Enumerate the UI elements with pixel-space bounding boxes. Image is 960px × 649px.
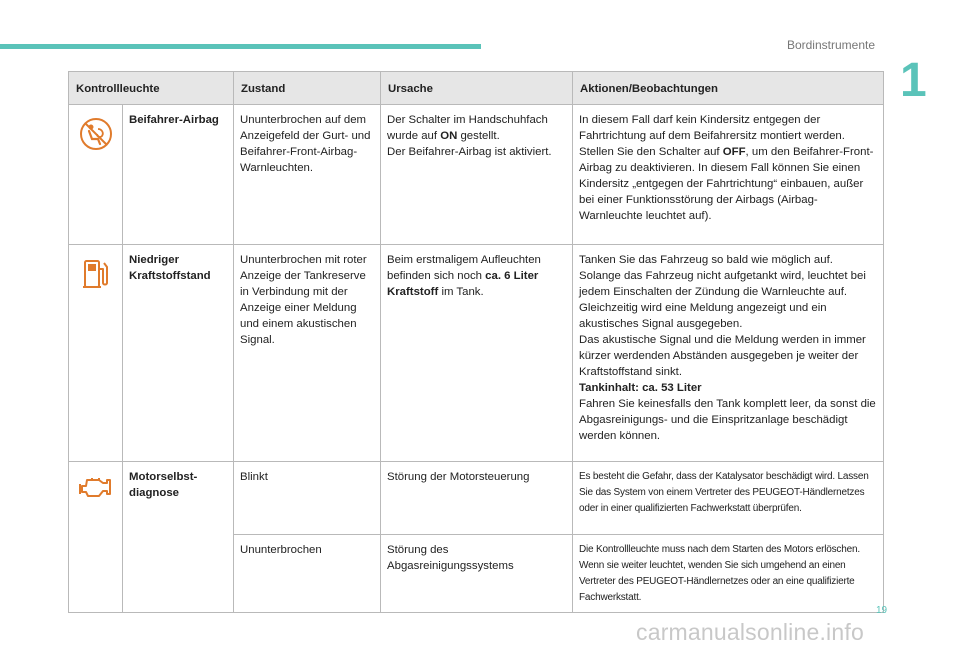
action-text: In diesem Fall darf kein Kindersitz entgegen der Fahrtrichtung auf dem Beifahrersitz montiert werden. <box>579 114 845 142</box>
cause-emphasis: ca. 6 Liter Kraftstoff <box>387 270 539 298</box>
action-emphasis: OFF <box>722 146 746 158</box>
table-row <box>69 105 884 245</box>
cause-text: Beim erstmaligem Aufleuchten befinden sich noch <box>387 254 541 282</box>
light-name-line: Motorselbst- <box>129 471 198 483</box>
watermark: carmanualsonline.info <box>636 619 864 645</box>
action-cell <box>573 245 884 462</box>
state-cell: Ununterbrochen <box>234 535 381 613</box>
table-header-row <box>69 72 884 105</box>
cause-text: im Tank. <box>438 286 484 298</box>
section-title: Bordinstrumente <box>786 38 875 52</box>
state-cell: Ununterbrochen auf dem Anzeigefeld der Gurt- und Beifahrer-Front-Airbag-Warnleuchten. <box>234 105 381 245</box>
cause-emphasis: ON <box>440 130 458 142</box>
icon-cell <box>69 245 123 462</box>
state-cell: Blinkt <box>234 462 381 535</box>
cause-text: Der Schalter im Handschuhfach wurde auf <box>387 114 548 142</box>
cause-text: Der Beifahrer-Airbag ist aktiviert. <box>387 146 552 158</box>
fuel-pump-icon <box>75 257 116 291</box>
action-text: Stellen Sie den Schalter auf <box>579 146 723 158</box>
light-name-line: diagnose <box>129 487 180 499</box>
action-text: Das akustische Signal und die Meldung werden in immer kürzer werdenden Abständen ausgegeben je weiter der Kraftstoffstand sinkt. <box>579 334 866 378</box>
action-cell <box>573 105 884 245</box>
icon-cell <box>69 462 123 613</box>
action-cell: Die Kontrollleuchte muss nach dem Starten des Motors erlöschen. Wenn sie weiter leuchtet, wenden Sie sich umgehend an einen Vertreter des PEUGEOT-Händlernetzes oder an eine qualifizierte Fachwerkstatt. <box>573 535 884 613</box>
engine-check-icon <box>75 474 116 500</box>
cause-text: gestellt. <box>457 130 500 142</box>
column-header: Aktionen/Beobachtungen <box>573 72 884 105</box>
action-text: Fahren Sie keinesfalls den Tank komplett leer, da sonst die Abgasreinigungs- und die Einspritzanlage beschädigt werden können. <box>579 398 876 442</box>
chapter-number: 1 <box>900 54 927 107</box>
action-text: Solange das Fahrzeug nicht aufgetankt wird, leuchtet bei jedem Einschalten der Zündung die Warnleuchte auf. Gleichzeitig wird eine Meldung angezeigt und ein akustisches Signal ausgegeben. <box>579 270 866 330</box>
light-name: Beifahrer-Airbag <box>123 105 234 245</box>
light-name-line: Kraftstoffstand <box>129 270 211 282</box>
light-name-line: Niedriger <box>129 254 180 266</box>
cause-cell: Störung der Motorsteuerung <box>381 462 573 535</box>
column-header: Zustand <box>234 72 381 105</box>
table-row <box>69 245 884 462</box>
light-name <box>123 462 234 613</box>
action-text: , um den Beifahrer-Front-Airbag zu deaktivieren. In diesem Fall können Sie einen Kindersitz „entgegen der Fahrtrichtung“ einbauen, außer bei einer Funktionsstörung der Airbags (Airbag-Warnleuchte leuchtet auf). <box>579 146 874 222</box>
column-header: Kontrollleuchte <box>69 72 234 105</box>
cause-cell: Störung des Abgasreinigungssystems <box>381 535 573 613</box>
action-cell: Es besteht die Gefahr, dass der Katalysator beschädigt wird. Lassen Sie das System von einem Vertreter des PEUGEOT-Händlernetzes oder in einer qualifizierten Fachwerkstatt überprüfen. <box>573 462 884 535</box>
state-cell: Ununterbrochen mit roter Anzeige der Tankreserve in Verbindung mit der Anzeige einer Meldung und einem akustischen Signal. <box>234 245 381 462</box>
warning-lights-table <box>68 71 884 613</box>
accent-bar <box>0 44 481 49</box>
airbag-off-icon <box>75 117 116 151</box>
action-emphasis: Tankinhalt: ca. 53 Liter <box>579 382 702 394</box>
icon-cell <box>69 105 123 245</box>
table-row <box>69 462 884 535</box>
cause-cell <box>381 245 573 462</box>
column-header: Ursache <box>381 72 573 105</box>
cause-cell <box>381 105 573 245</box>
page-number: 19 <box>876 605 888 616</box>
action-text: Tanken Sie das Fahrzeug so bald wie möglich auf. <box>579 254 833 266</box>
light-name <box>123 245 234 462</box>
